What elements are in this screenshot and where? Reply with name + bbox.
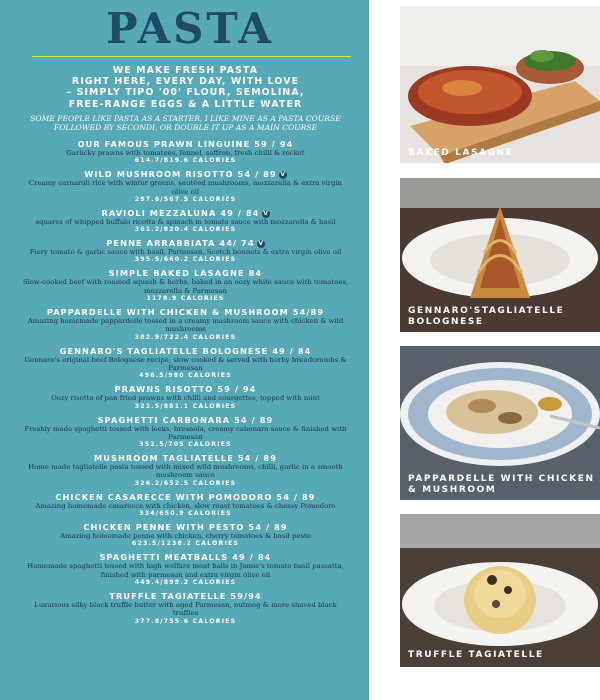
dish-name-text: RAVIOLI MEZZALUNA 49 / 84: [101, 207, 260, 218]
dish-name: [12, 268, 359, 278]
photo-tagliatelle-bolognese: [400, 178, 600, 332]
dish-description: Freshly made spaghetti tossed with leeks, bresaola, creamy cabonara sauce & finished with Parmesan: [24, 424, 347, 441]
dish-description: Gennaro's original beef Bolognese recipe, slow cooked & served with herby breadcrumbs & Parmesan: [24, 355, 347, 372]
dish-calories: 361.2/820.4 CALORIES: [134, 226, 237, 234]
vegetarian-icon: V: [263, 209, 268, 217]
dish-name: [12, 591, 359, 601]
intro-line: WE MAKE FRESH PASTA: [112, 65, 259, 76]
dish-name: [12, 208, 359, 218]
dish-description: Amazing homemade penne with chicken, cherry tomatoes & basil pesto: [60, 532, 311, 541]
dish-calories: 334/650.9 CALORIES: [139, 510, 232, 518]
truffle-illustration: [400, 514, 600, 667]
photo-pappardelle-chicken: [400, 346, 600, 500]
dish-calories: 377.8/755.6 CALORIES: [134, 617, 237, 625]
dish-name-text: PRAWNS RISOTTO 59 / 94: [114, 384, 257, 395]
menu-item: [12, 238, 359, 265]
menu-item: [12, 307, 359, 342]
dish-calories: 352.5/705 CALORIES: [139, 441, 232, 449]
photo-truffle-tagiatelle: [400, 514, 600, 667]
dish-name: [12, 346, 359, 356]
dish-name: [12, 522, 359, 532]
menu-item: [12, 208, 359, 235]
dish-name-text: OUR FAMOUS PRAWN LINGUINE 59 / 94: [77, 139, 294, 149]
dish-name: [12, 415, 359, 425]
photo-caption: PAPPARDELLE WITH CHICKEN & MUSHROOM: [408, 474, 595, 495]
title-divider: [32, 56, 351, 57]
dish-calories: 326.2/652.5 CALORIES: [134, 479, 237, 487]
dish-name: [12, 139, 359, 149]
dish-calories: 382.9/722.4 CALORIES: [134, 333, 237, 341]
lasagne-illustration: [400, 6, 600, 163]
dish-description: Slow-cooked beef with roasted squash & herbs, baked in an oozy white sauce with tomatoes, mozzarella & Parmesan: [22, 278, 349, 295]
intro-heading: [18, 65, 353, 110]
dish-name-text: SPAGHETTI MEATBALLS 49 / 84: [99, 552, 272, 563]
dish-name-text: SPAGHETTI CARBONARA 54 / 89: [97, 414, 274, 425]
dish-calories: 297.6/567.5 CALORIES: [134, 195, 237, 203]
vegetarian-icon: V: [280, 171, 286, 179]
dish-calories: 395.5/660.2 CALORIES: [134, 256, 237, 264]
menu-item: [12, 268, 359, 303]
dish-calories: 323.5/881.1 CALORIES: [134, 402, 237, 410]
dish-description: Garlicky prawns with tomatoes, fennel, saffron, fresh chilli & rocket: [66, 149, 305, 157]
dish-name-text: PENNE ARRABBIATA 44/ 74: [106, 238, 255, 249]
intro-line: RIGHT HERE, EVERY DAY, WITH LOVE: [71, 76, 300, 88]
dish-calories: 449.4/898.2 CALORIES: [134, 578, 237, 586]
dish-name-text: PAPPARDELLE WITH CHICKEN & MUSHROOM 54/89: [46, 307, 325, 318]
dish-calories: 614.7/819.6 CALORIES: [134, 157, 237, 165]
menu-item: [12, 139, 359, 166]
dish-name: [12, 384, 359, 394]
menu-item: [12, 453, 359, 488]
dish-description: Home made tagliatelle pasta tossed with mixed wild mushrooms, chilli, garlic in a smooth mushroom sauce: [28, 463, 343, 480]
menu-item: [12, 169, 359, 204]
dish-name-text: TRUFFLE TAGIATELLE 59/94: [109, 590, 262, 601]
intro-line: FREE-RANGE EGGS & A LITTLE WATER: [68, 98, 303, 110]
dish-calories: 1178.9 CALORIES: [146, 295, 225, 303]
dish-description: Amazing homemade casarecce with chicken, slow roast tomatoes & chessy Pomodoro: [35, 501, 336, 510]
photo-caption: TRUFFLE TAGIATELLE: [408, 650, 544, 660]
menu-item: [12, 415, 359, 450]
menu-item: [12, 492, 359, 519]
photo-caption: BAKED LASAGNE: [408, 148, 514, 158]
menu-item: [12, 552, 359, 587]
dish-calories: 623.5/1238.2 CALORIES: [131, 540, 240, 548]
menu-item: [12, 591, 359, 626]
dish-name: [12, 552, 359, 562]
dish-description: Oozy risotto of pan fried prawns with chilli and courgettes, topped with mint: [51, 394, 320, 403]
dish-description: Fiery tomato & garlic sauce with basil, Parmesan, Scotch bonnets & extra virgin olive oil: [29, 248, 342, 257]
intro-note: SOME PEOPLE LIKE PASTA AS A STARTER, I LIKE MINE AS A PASTA COURSE FOLLOWED BY SECONDI, OR DOUBLE IT UP AS A MAIN COURSE: [30, 113, 341, 133]
dish-name-text: GENNARO'S TAGLIATELLE BOLOGNESE 49 / 84: [59, 345, 312, 356]
dish-name: [12, 453, 359, 463]
menu-item: [12, 384, 359, 411]
menu-title: PASTA: [106, 4, 274, 53]
dish-name-text: WILD MUSHROOM RISOTTO 54 / 89: [84, 169, 277, 180]
photo-baked-lasagne: [400, 6, 600, 163]
dish-name: [12, 307, 359, 317]
dish-name-text: CHICKEN CASARECCE WITH POMODORO 54 / 89: [55, 491, 316, 502]
dish-name: [12, 169, 359, 179]
dish-name-text: SIMPLE BAKED LASAGNE 84: [108, 268, 263, 279]
photo-caption: GENNARO'STAGLIATELLE BOLOGNESE: [408, 306, 565, 327]
dish-description: Luxurious silky black truffle butter with aged Parmesan, nutmeg & more shaved black truffles: [34, 600, 337, 618]
dish-description: Homemade spaghetti tossed with high welfare meat balls in Jamie's tomato basil passatta, finished with parmesan and extra virgin olive oil: [27, 562, 344, 579]
intro-line: – SIMPLY TIPO '00' FLOUR, SEMOLINA,: [66, 87, 305, 99]
dish-description: Creamy carnaroli rice with winter greens, sautéed mushrooms, mozzarella & extra virgin olive oil: [28, 179, 343, 196]
dish-name: [12, 492, 359, 502]
dish-name-text: CHICKEN PENNE WITH PESTO 54 / 89: [83, 522, 288, 533]
dish-name: [12, 238, 359, 248]
dish-name-text: MUSHROOM TAGLIATELLE 54 / 89: [93, 453, 278, 464]
dish-description: squares of whipped buffalo ricotta & spinach in tomato sauce with mozzarella & basil: [35, 217, 336, 226]
dish-list: [12, 139, 359, 626]
menu-item: [12, 522, 359, 549]
dish-calories: 496.5/980 CALORIES: [139, 372, 232, 380]
menu-item: [12, 346, 359, 381]
dish-description: Amazing homemade pappardelle tossed in a creamy mashroom sauce with chicken & wild mushrooms: [27, 317, 344, 334]
vegetarian-icon: V: [258, 240, 263, 248]
